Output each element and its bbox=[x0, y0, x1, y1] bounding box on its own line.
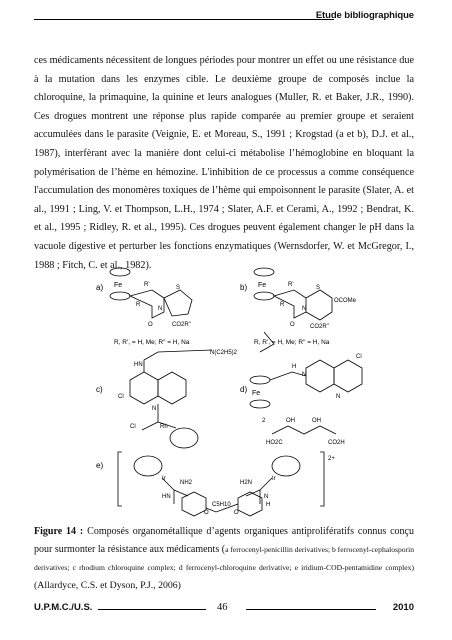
figure-14 bbox=[92, 262, 374, 517]
n-b: N bbox=[302, 306, 307, 312]
quinoline-ring1-d bbox=[306, 360, 334, 392]
o-e-right: O bbox=[234, 510, 239, 516]
r-substituents-b: R, R', = H, Me; R" = H, Na bbox=[254, 339, 330, 346]
hn-e-left: HN bbox=[162, 494, 171, 500]
cp-ring-a-top bbox=[110, 268, 130, 276]
r-a: R bbox=[136, 302, 141, 308]
beta-lactam-b bbox=[274, 290, 306, 318]
two-d: 2 bbox=[262, 418, 266, 424]
footer-year: 2010 bbox=[392, 602, 414, 613]
ho2c-d: HO2C bbox=[266, 440, 283, 446]
phenyl-e-right bbox=[238, 492, 262, 516]
h-d: H bbox=[292, 364, 297, 370]
label-panel-a: a) bbox=[96, 283, 104, 292]
co2h-d: CO2H bbox=[328, 440, 345, 446]
s-b: S bbox=[316, 285, 321, 291]
header-rule bbox=[34, 19, 334, 20]
c5h10-e: C5H10 bbox=[212, 502, 231, 508]
label-panel-d: d) bbox=[240, 385, 248, 394]
chemical-structures-svg bbox=[92, 262, 374, 517]
label-panel-b: b) bbox=[240, 283, 248, 292]
page-header bbox=[34, 10, 414, 26]
page-footer bbox=[34, 600, 414, 620]
cp-ring-b-top bbox=[254, 268, 274, 276]
hn-c: HN bbox=[134, 362, 143, 368]
nh2-e: NH2 bbox=[180, 480, 193, 486]
o-a: O bbox=[148, 322, 153, 328]
paragraph-text: ces médicaments nécessitent de longues périodes pour montrer un effet ou une résistance due à la mutation dans les enzymes cible. Le deuxième groupe de composés inclue la chloroquine, la primaquine, la quinine et leurs analogues (Muller, R. et Baker, J.R., 1990). Ces drogues montrent une réponse plus rapide comparée au premier groupe et seraient accumulées dans le parasite (Veignie, E. et Moreau, S., 1991 ; Krogstad (a et b), D.J. et al., 1987), interfèrant avec la manière dont celui-ci métabolise l’hémoglobine en bloquant la polymérisation de l’hème en hémozine. L'inhibition de ce processus a comme conséquence l'accumulation des monomères toxiques de l’hème qui empoisonnent le parasite (Slater, A. et al., 1991 ; Ling, V. et Thompson, L.H., 1974 ; Slater, A.F. et Cerami, A., 1992 ; Bendrat, K. et al., 1995 ; Ridley, R. et al., 1995). Ces drogues peuvent également changer le pH dans la vacuole digestive et perturber les fonctions enzymatiques (Wernsdorfer, W. et McGregor, I., 1988 ; Fitch, C. et al., 1982). bbox=[34, 55, 414, 271]
fe-b: Fe bbox=[258, 282, 267, 289]
ir-e-right: Ir bbox=[272, 476, 276, 482]
cp-ring-d-top bbox=[250, 376, 270, 384]
label-panel-c: c) bbox=[96, 385, 103, 394]
cl-rh-c: Cl bbox=[130, 424, 136, 430]
thiazolidine-a bbox=[164, 290, 192, 316]
phenyl-e-left bbox=[182, 492, 206, 516]
caption-label: Figure 14 : bbox=[34, 526, 84, 537]
oh-d-2: OH bbox=[312, 418, 321, 424]
cp-ring-d-bottom bbox=[250, 400, 270, 408]
footer-rule-left bbox=[98, 609, 206, 610]
page-number: 46 bbox=[217, 602, 228, 613]
footer-rule-right bbox=[246, 609, 376, 610]
n-d: N bbox=[302, 372, 307, 378]
h-e-right: H bbox=[266, 502, 271, 508]
quinoline-ring2-d bbox=[334, 360, 362, 392]
nc2h5-c: N(C2H5)2 bbox=[210, 350, 238, 356]
quinoline-ring2-c bbox=[158, 372, 186, 404]
co2r-b: CO2R" bbox=[310, 324, 329, 330]
fe-a: Fe bbox=[114, 282, 123, 289]
rh-c: Rh bbox=[160, 424, 168, 430]
charge-bracket-e bbox=[118, 452, 324, 506]
charge-e: 2+ bbox=[328, 456, 335, 462]
ir-e-left: Ir bbox=[162, 476, 166, 482]
s-a: S bbox=[176, 285, 181, 291]
oh-d-1: OH bbox=[286, 418, 295, 424]
co2r-a: CO2R" bbox=[172, 322, 191, 328]
linker-d bbox=[270, 372, 306, 380]
cl-d: Cl bbox=[356, 354, 362, 360]
tartaric-chain-d bbox=[272, 426, 336, 434]
r-substituents-a: R, R', = H, Me; R" = H, Na bbox=[114, 339, 190, 346]
o-b: O bbox=[290, 322, 295, 328]
caption-citation: (Allardyce, C.S. et Dyson, P.J., 2006) bbox=[34, 580, 181, 591]
side-chain-c bbox=[144, 350, 212, 372]
caption-main: Composés organométallique d’agents organiques antiprolifératifs connus conçu pour surmonter la résistance aux médicaments ( bbox=[34, 526, 414, 555]
h2n-e: H2N bbox=[240, 480, 253, 486]
r-b: R bbox=[280, 302, 285, 308]
n-e-right: N bbox=[264, 494, 269, 500]
cl-c: Cl bbox=[118, 394, 124, 400]
section-label: Etude bibliographique bbox=[315, 10, 414, 21]
dihydrothiazine-b bbox=[306, 290, 332, 320]
figure-caption bbox=[34, 523, 414, 595]
label-panel-e: e) bbox=[96, 461, 104, 470]
footer-institution: U.P.M.C./U.S. bbox=[34, 602, 93, 613]
n-quinoline-d: N bbox=[336, 394, 341, 400]
r-prime-a: R' bbox=[144, 282, 150, 288]
cod-ring-e-left bbox=[134, 456, 162, 476]
quinoline-ring1-c bbox=[130, 372, 158, 404]
rh-bond-c bbox=[142, 404, 176, 430]
cod-ring-e-right bbox=[272, 456, 300, 476]
cp-ring-b-bottom bbox=[254, 292, 274, 300]
cp-ring-a-bottom bbox=[110, 292, 130, 300]
fe-d: Fe bbox=[252, 390, 261, 397]
cod-ring-c bbox=[170, 428, 198, 448]
r-prime-b: R' bbox=[288, 282, 294, 288]
o-e-left: O bbox=[204, 510, 209, 516]
caption-details: a ferrocenyl-penicillin derivatives; b ferrocenyl-cephalosporin derivatives; c rhodium chloroquine complex; d ferrocenyl-chloroquine derivative; e iridium-COD-pentamidine complex) bbox=[34, 545, 415, 572]
ocome-b: OCOMe bbox=[334, 298, 357, 304]
n-a: N bbox=[158, 306, 163, 312]
body-paragraph bbox=[34, 52, 414, 275]
n-c: N bbox=[152, 406, 157, 412]
